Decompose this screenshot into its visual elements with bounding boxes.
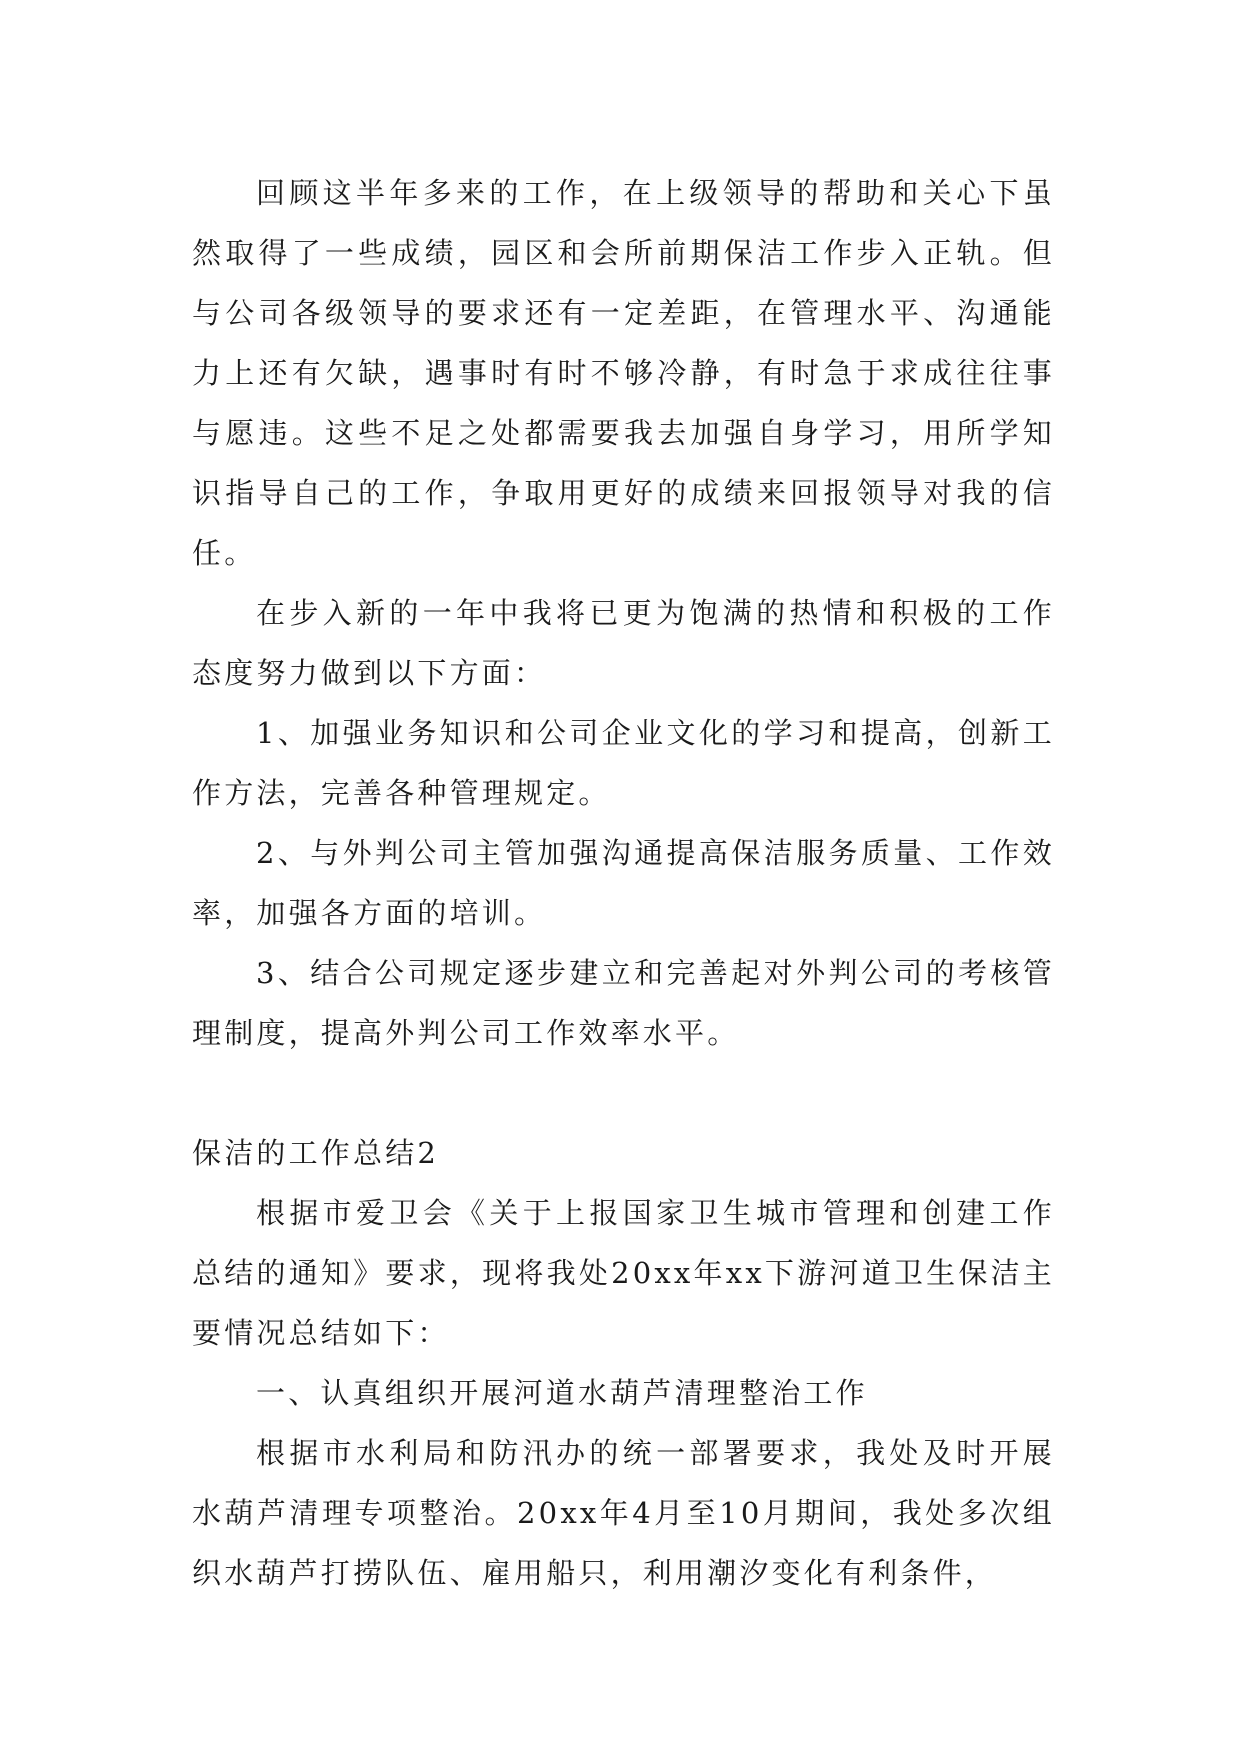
list-item-2: 2、与外判公司主管加强沟通提高保洁服务质量、工作效率，加强各方面的培训。 — [192, 836, 1055, 930]
document-body — [192, 163, 1055, 1603]
paragraph-new-year-plan: 在步入新的一年中我将已更为饱满的热情和积极的工作态度努力做到以下方面： — [192, 596, 1055, 690]
list-item-3: 3、结合公司规定逐步建立和完善起对外判公司的考核管理制度，提高外判公司工作效率水平。 — [192, 956, 1055, 1050]
list-item-1: 1、加强业务知识和公司企业文化的学习和提高，创新工作方法，完善各种管理规定。 — [192, 716, 1055, 810]
paragraph-review: 回顾这半年多来的工作，在上级领导的帮助和关心下虽然取得了一些成绩，园区和会所前期保洁工作步入正轨。但与公司各级领导的要求还有一定差距，在管理水平、沟通能力上还有欠缺，遇事时有时不够冷静，有时急于求成往往事与愿违。这些不足之处都需要我去加强自身学习，用所学知识指导自己的工作，争取用更好的成绩来回报领导对我的信任。 — [192, 176, 1055, 570]
section-title: 保洁的工作总结2 — [192, 1136, 440, 1170]
paragraph-water-hyacinth: 根据市水利局和防汛办的统一部署要求，我处及时开展水葫芦清理专项整治。20xx年4月至10月期间，我处多次组织水葫芦打捞队伍、雇用船只，利用潮汐变化有利条件， — [192, 1436, 1055, 1590]
paragraph-section-intro: 根据市爱卫会《关于上报国家卫生城市管理和创建工作总结的通知》要求，现将我处20xx年xx下游河道卫生保洁主要情况总结如下： — [192, 1196, 1055, 1350]
paragraph-subheading: 一、认真组织开展河道水葫芦清理整治工作 — [256, 1376, 868, 1410]
